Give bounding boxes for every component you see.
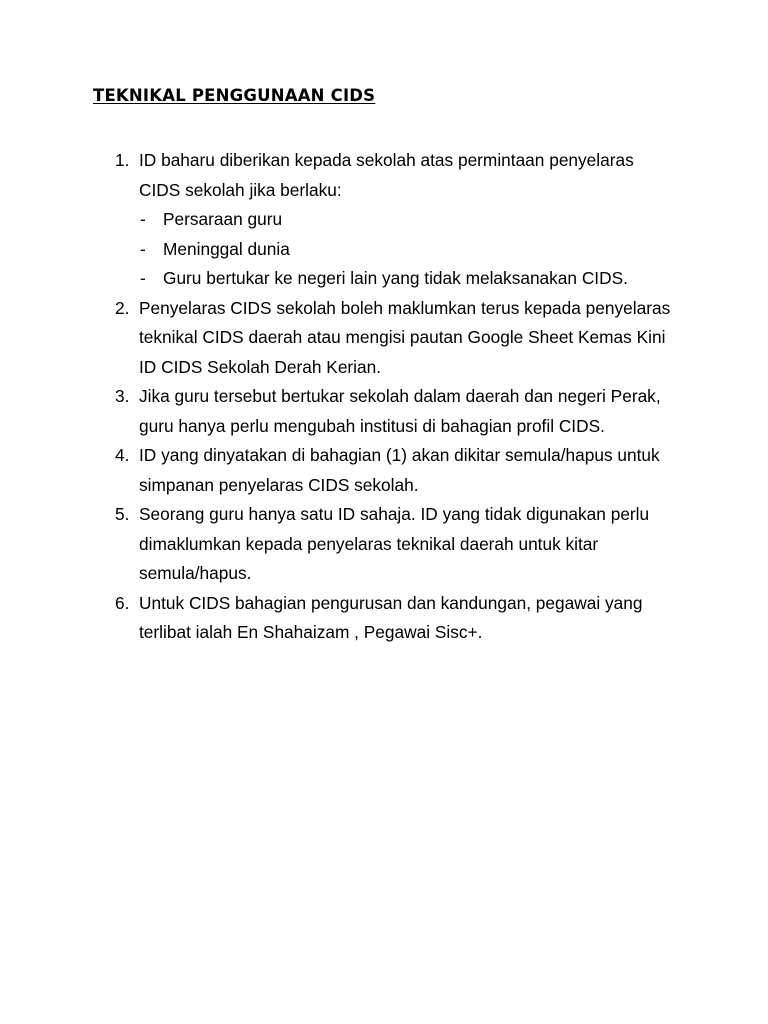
sub-list-item [139,235,679,265]
list-item-text: Penyelaras CIDS sekolah boleh maklumkan terus kepada penyelaras teknikal CIDS daerah atau mengisi pautan Google Sheet Kemas Kini ID CIDS Sekolah Derah Kerian. [139,297,671,377]
sub-list [139,205,679,294]
list-item-text: Jika guru tersebut bertukar sekolah dalam daerah dan negeri Perak, guru hanya perlu mengubah institusi di bahagian profil CIDS. [139,386,661,436]
dash-marker: - [140,238,146,259]
numbered-list [0,146,768,648]
sub-list-item-text: Meninggal dunia [163,238,290,259]
dash-marker: - [140,268,146,288]
list-item-text: Untuk CIDS bahagian pengurusan dan kandungan, pegawai yang terlibat ialah En Shahaizam , Pegawai Sisc+. [139,592,643,642]
dash-marker: - [140,209,146,229]
list-item-5 [0,500,679,589]
document-title: TEKNIKAL PENGGUNAAN CIDS [93,86,376,105]
list-item-text: ID yang dinyatakan di bahagian (1) akan dikitar semula/hapus untuk simpanan penyelaras CIDS sekolah. [139,445,660,495]
sub-list-item-text: Persaraan guru [163,209,283,229]
list-item-3 [0,382,679,441]
sub-list-item [139,205,679,235]
list-item-4 [0,441,679,500]
list-number: 6. [115,592,130,613]
list-item-text: ID baharu diberikan kepada sekolah atas permintaan penyelaras CIDS sekolah jika berlaku: [139,150,634,200]
list-item-1 [0,146,679,294]
sub-list-item-text: Guru bertukar ke negeri lain yang tidak melaksanakan CIDS. [163,268,628,288]
list-number: 4. [115,445,130,465]
list-item-text: Seorang guru hanya satu ID sahaja. ID yang tidak digunakan perlu dimaklumkan kepada penyelaras teknikal daerah untuk kitar semula/hapus. [139,504,650,583]
list-number: 2. [115,297,130,318]
sub-list-item [139,264,679,294]
list-number: 3. [115,386,130,406]
list-item-2 [0,294,679,383]
list-item-6 [0,589,679,648]
list-number: 1. [115,150,130,170]
list-number: 5. [115,504,130,524]
